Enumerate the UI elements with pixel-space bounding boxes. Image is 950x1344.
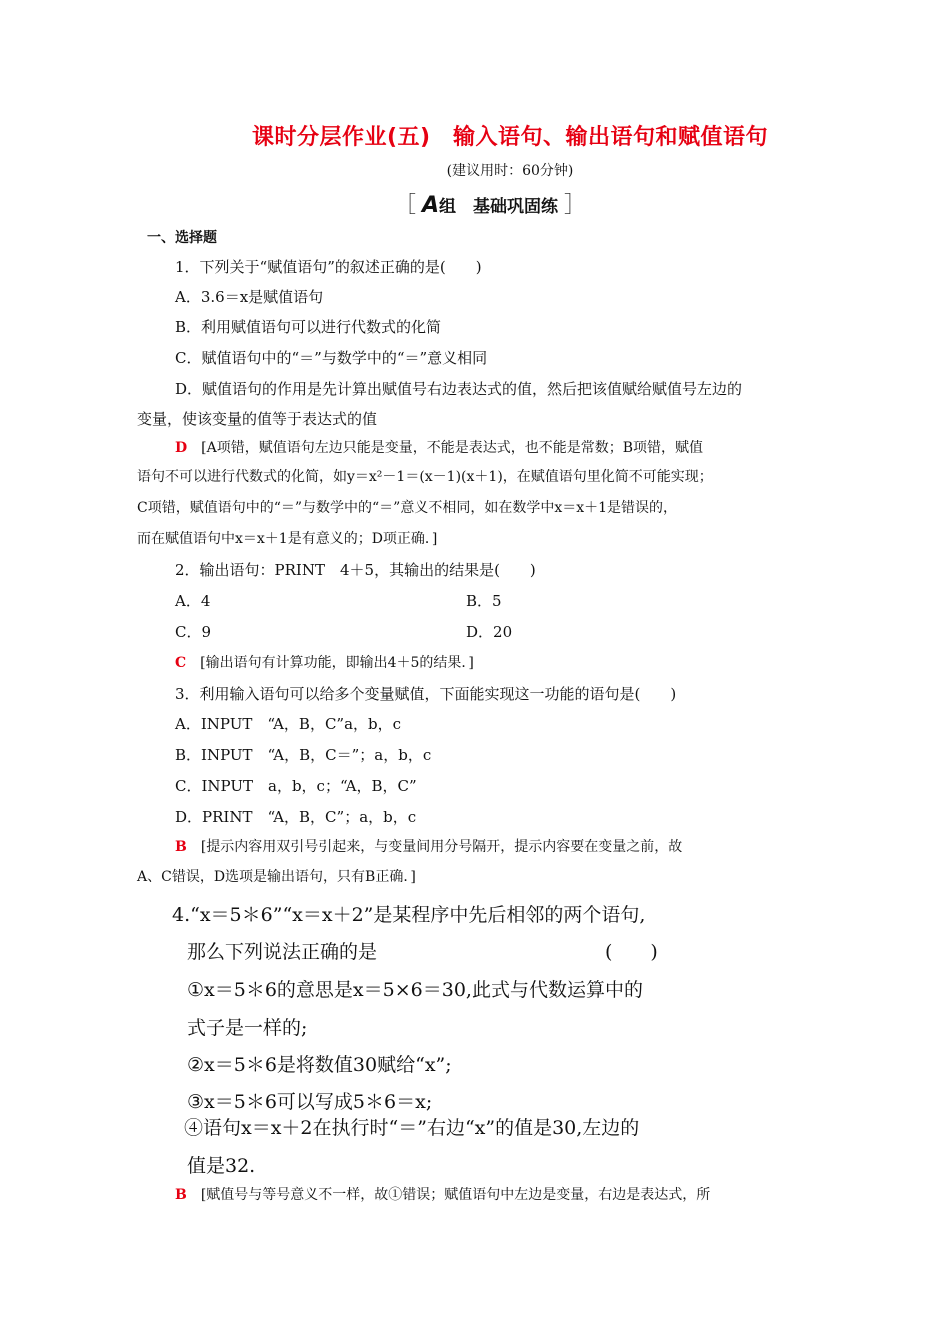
q2-answer xyxy=(175,652,474,672)
q3-option-c: C．INPUT a，b，c；“A，B，C” xyxy=(175,777,417,795)
q1-answer-line4: 而在赋值语句中x＝x＋1是有意义的；D项正确．] xyxy=(137,531,438,547)
answer-text: [输出语句有计算功能，即输出4＋5的结果．] xyxy=(200,655,474,671)
q4-item-2: ②x＝5＊6是将数值30赋给“x”; xyxy=(187,1054,452,1076)
q3-option-a: A．INPUT “A，B，C”a，b，c xyxy=(175,715,402,733)
q1-option-d-cont: 变量，使该变量的值等于表达式的值 xyxy=(137,410,378,428)
q3-answer xyxy=(175,836,682,856)
q2-option-d: D．20 xyxy=(466,623,513,641)
group-label: 组 基础巩固练 xyxy=(439,197,559,217)
q4-item-1: ①x＝5＊6的意思是x＝5×6＝30,此式与代数运算中的 xyxy=(187,979,643,1001)
answer-letter: B xyxy=(175,839,187,855)
q4-item-4: ④语句x＝x＋2在执行时“＝”右边“x”的值是30,左边的 xyxy=(184,1117,640,1139)
q1-option-c: C．赋值语句中的“＝”与数学中的“＝”意义相同 xyxy=(175,349,488,367)
q1-answer xyxy=(175,437,703,457)
answer-text: [赋值号与等号意义不一样，故①错误；赋值语句中左边是变量，右边是表达式，所 xyxy=(200,1187,711,1203)
q1-stem: 1．下列关于“赋值语句”的叙述正确的是( ) xyxy=(175,258,482,276)
q4-item-1-cont: 式子是一样的; xyxy=(187,1017,308,1039)
answer-text: [A项错，赋值语句左边只能是变量，不能是表达式，也不能是常数；B项错，赋值 xyxy=(201,440,703,456)
q3-stem: 3．利用输入语句可以给多个变量赋值，下面能实现这一功能的语句是( ) xyxy=(175,685,677,703)
q3-option-b: B．INPUT “A，B，C＝”；a，b，c xyxy=(175,746,432,764)
q4-answer-paren: ( ) xyxy=(605,941,658,963)
q2-option-a: A．4 xyxy=(175,592,211,610)
q4-item-3: ③x＝5＊6可以写成5＊6＝x; xyxy=(187,1091,433,1113)
suggested-time: (建议用时：60分钟) xyxy=(446,163,574,179)
q1-option-b: B．利用赋值语句可以进行代数式的化简 xyxy=(175,318,442,336)
q4-stem-cont: 那么下列说法正确的是 xyxy=(187,941,378,963)
q3-option-d: D．PRINT “A，B，C”；a，b，c xyxy=(175,808,417,826)
q1-answer-line2: 语句不可以进行代数式的化简，如y＝x²－1＝(x－1)(x＋1)，在赋值语句里化简不可能实现； xyxy=(137,469,713,485)
q1-option-a: A．3.6＝x是赋值语句 xyxy=(175,288,324,306)
answer-text: [提示内容用双引号引起来，与变量间用分号隔开，提示内容要在变量之前，故 xyxy=(200,839,683,855)
page-title: 课时分层作业(五) 输入语句、输出语句和赋值语句 xyxy=(251,125,769,150)
section-heading: 一、选择题 xyxy=(147,230,217,246)
answer-letter: D xyxy=(175,440,188,456)
q4-answer xyxy=(175,1184,710,1204)
group-letter: A xyxy=(421,193,440,218)
answer-letter: C xyxy=(175,655,187,671)
q4-stem: 4.“x＝5＊6”“x＝x＋2”是某程序中先后相邻的两个语句, xyxy=(172,904,646,926)
right-bracket-icon: ］ xyxy=(563,193,586,218)
q2-option-c: C．9 xyxy=(175,623,212,641)
left-bracket-icon: ［ xyxy=(394,193,417,218)
answer-letter: B xyxy=(175,1187,187,1203)
q1-answer-line3: C项错，赋值语句中的“＝”与数学中的“＝”意义不相同，如在数学中x＝x＋1是错误的， xyxy=(137,500,678,516)
q2-option-b: B．5 xyxy=(466,592,502,610)
q2-stem: 2．输出语句：PRINT 4＋5，其输出的结果是( ) xyxy=(175,561,536,579)
q1-option-d: D．赋值语句的作用是先计算出赋值号右边表达式的值，然后把该值赋给赋值号左边的 xyxy=(175,380,743,398)
group-heading xyxy=(0,188,950,219)
q4-item-4-cont: 值是32. xyxy=(187,1155,256,1177)
q3-answer-line2: A、C错误，D选项是输出语句，只有B正确．] xyxy=(137,869,416,885)
